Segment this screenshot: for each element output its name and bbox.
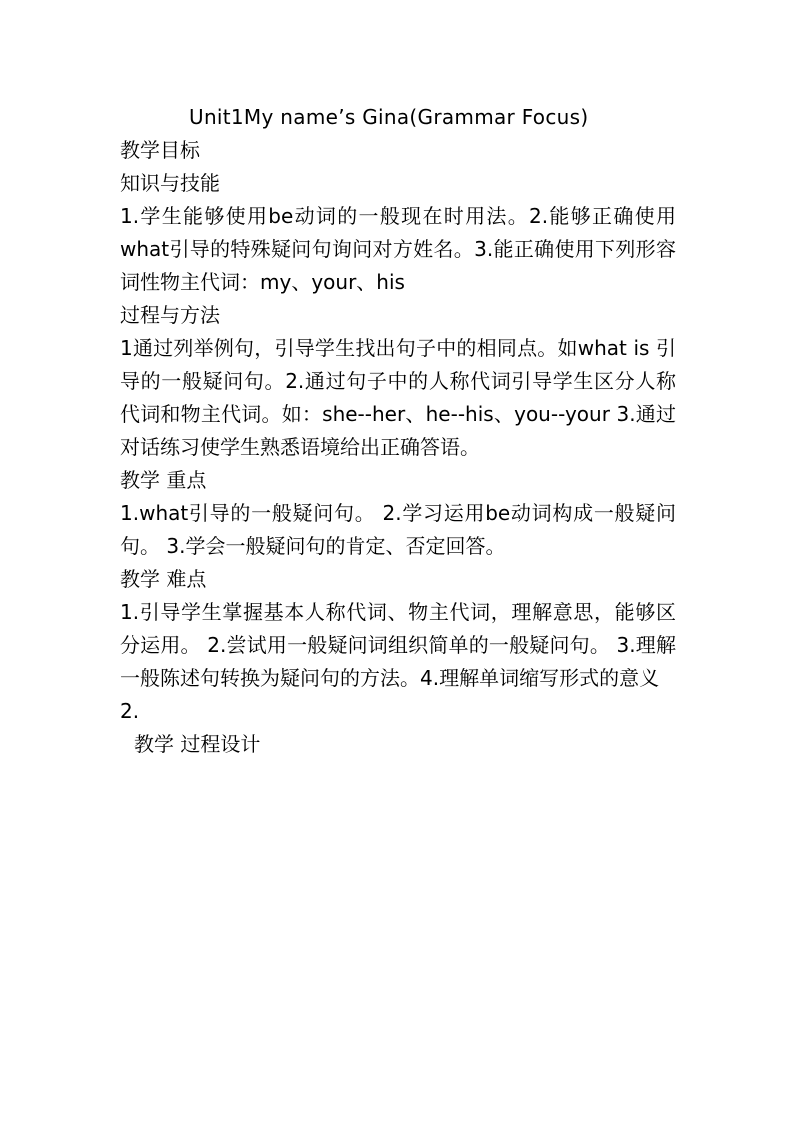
section-heading-process-design: 教学 过程设计 <box>134 732 261 756</box>
section-heading-key-points: 教学 重点 <box>120 468 207 492</box>
subheading-knowledge-skills: 知识与技能 <box>120 171 220 195</box>
numbered-marker: 2. <box>120 699 140 723</box>
paragraph-key-points: 1.what引导的一般疑问句。 2.学习运用be动词构成一般疑问句。 3.学会一般疑问句的肯定、否定回答。 <box>120 501 676 558</box>
subheading-process-methods: 过程与方法 <box>120 303 220 327</box>
section-heading-difficulties: 教学 难点 <box>120 567 207 591</box>
paragraph-knowledge-skills: 1.学生能够使用be动词的一般现在时用法。2.能够正确使用what引导的特殊疑问句询问对方姓名。3.能正确使用下列形容词性物主代词：my、your、his <box>120 204 676 294</box>
document-title: Unit1My name’s Gina(Grammar Focus) <box>189 105 589 129</box>
document-body <box>120 101 676 761</box>
section-heading-teaching-goals: 教学目标 <box>120 138 200 162</box>
paragraph-process-methods: 1通过列举例句，引导学生找出句子中的相同点。如what is 引导的一般疑问句。2.通过句子中的人称代词引导学生区分人称代词和物主代词。如：she--her、he--his、you--your 3.通过对话练习使学生熟悉语境给出正确答语。 <box>120 336 676 459</box>
paragraph-difficulties: 1.引导学生掌握基本人称代词、物主代词，理解意思，能够区分运用。 2.尝试用一般疑问词组织简单的一般疑问句。 3.理解一般陈述句转换为疑问句的方法。4.理解单词缩写形式的意义 <box>120 600 676 690</box>
